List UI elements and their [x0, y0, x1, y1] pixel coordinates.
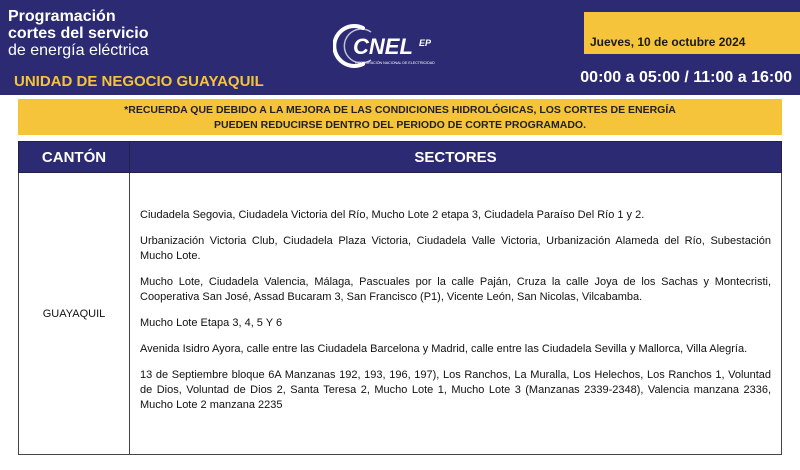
sector-group: Ciudadela Segovia, Ciudadela Victoria del Río, Mucho Lote 2 etapa 3, Ciudadela Paraíso Del Río 1 y 2.	[140, 209, 645, 221]
logo-suffix: EP	[419, 38, 432, 48]
schedule-table	[18, 141, 782, 455]
table-row	[19, 173, 782, 455]
title-line-1: Programación	[8, 8, 116, 25]
time-range: 00:00 a 05:00 / 11:00 a 16:00	[580, 69, 792, 86]
notice-line-2: PUEDEN REDUCIRSE DENTRO DEL PERIODO DE CORTE PROGRAMADO.	[213, 119, 586, 131]
column-header-sectors: SECTORES	[130, 142, 782, 173]
header-banner	[0, 0, 800, 95]
logo-wordmark: CNEL	[353, 34, 413, 59]
sector-group: Mucho Lote Etapa 3, 4, 5 Y 6	[140, 317, 283, 329]
notice-line-1: *RECUERDA QUE DEBIDO A LA MEJORA DE LAS CONDICIONES HIDROLÓGICAS, LOS CORTES DE ENERGÍA	[124, 104, 676, 116]
notice-banner	[18, 99, 782, 135]
sector-group: Mucho Lote, Ciudadela Valencia, Málaga, Pascuales por la calle Paján, Cruza la calle Joya de los Sachas y Montecristi, Cooperativa San José, Assad Bucaram 3, San Francisco (P1), Vicente León, San Nicolas, Vilcabamba.	[140, 276, 771, 303]
canton-cell: GUAYAQUIL	[19, 173, 130, 455]
cnel-logo	[333, 22, 463, 70]
page-title	[8, 8, 149, 59]
sector-group: Urbanización Victoria Club, Ciudadela Plaza Victoria, Ciudadela Valle Victoria, Urbanización Alameda del Río, Subestación Mucho Lote.	[140, 235, 771, 262]
business-unit: UNIDAD DE NEGOCIO GUAYAQUIL	[14, 73, 264, 90]
sectors-cell	[130, 173, 782, 455]
title-line-2: cortes del servicio	[8, 25, 149, 42]
title-line-3: de energía eléctrica	[8, 42, 149, 59]
table-header-row	[19, 142, 782, 173]
sector-group: Avenida Isidro Ayora, calle entre las Ciudadela Barcelona y Madrid, calle entre las Ciudadela Sevilla y Mallorca, Villa Alegría.	[140, 343, 748, 355]
schedule-date: Jueves, 10 de octubre 2024	[590, 35, 746, 49]
column-header-canton: CANTÓN	[19, 142, 130, 173]
sector-group: 13 de Septiembre bloque 6A Manzanas 192, 193, 196, 197), Los Ranchos, La Muralla, Los Helechos, Los Ranchos 1, Voluntad de Dios, Voluntad de Dios 2, Santa Teresa 2, Mucho Lote 1, Mucho Lote 3 (Manzanas 2339-2348), Valencia manzana 2336, Mucho Lote 2 manzana 2235	[140, 369, 771, 411]
logo-tagline: CORPORACIÓN NACIONAL DE ELECTRICIDAD	[355, 61, 435, 65]
date-badge	[584, 12, 800, 54]
